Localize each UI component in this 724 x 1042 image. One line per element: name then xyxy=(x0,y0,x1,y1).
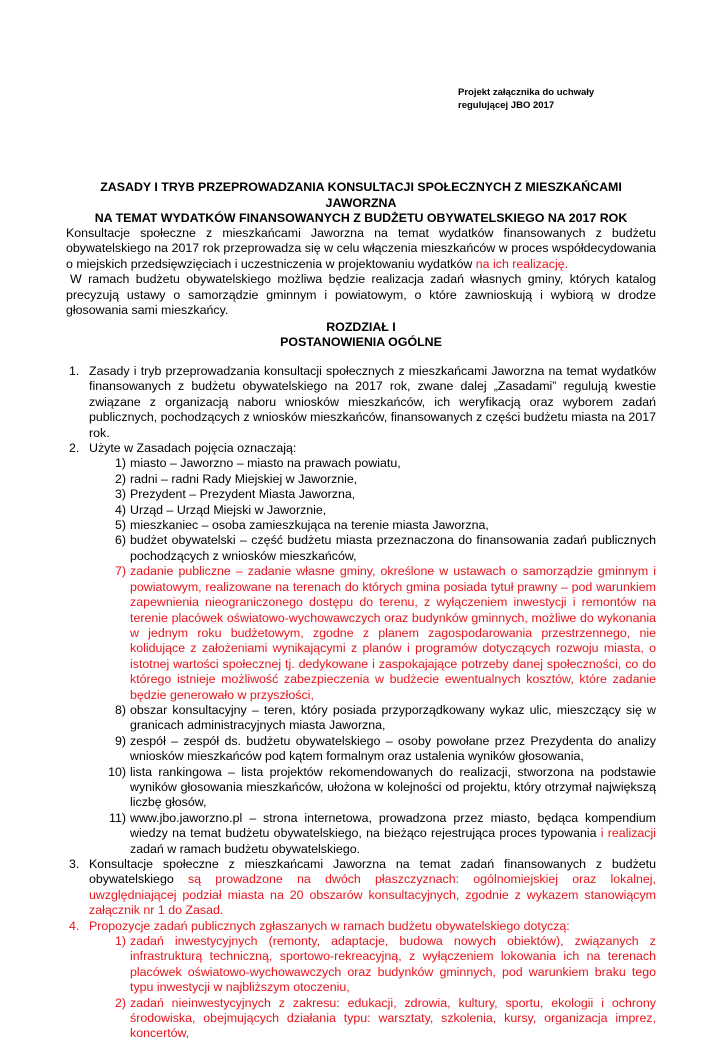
chapter-title: ROZDZIAŁ I xyxy=(326,320,396,334)
subitem xyxy=(89,996,656,1042)
definition-item xyxy=(89,487,656,502)
definition-item xyxy=(89,456,656,471)
intro-paragraph-1 xyxy=(66,226,656,272)
subitem-text: zadań nieinwestycyjnych z zakresu: edukacji, zdrowia, kultury, sportu, ekologii i ochrony środowiska, obejmujących działania typu: warsztaty, szkolenia, kursy, organizacja imprez, koncertów, xyxy=(130,995,656,1041)
provisions-list xyxy=(66,364,656,1042)
subitem-number: 2) xyxy=(114,995,126,1010)
definition-number: 5) xyxy=(114,518,126,533)
item-text: Konsultacje społeczne z mieszkańcami Jaworzna na temat zadań finansowanych z budżetu obywatelskiego xyxy=(89,857,656,887)
definition-item xyxy=(89,503,656,518)
definition-text-tail: zadań w ramach budżetu obywatelskiego. xyxy=(130,841,361,856)
definition-item xyxy=(89,703,656,734)
item-text: Propozycje zadań publicznych zgłaszanych w ramach budżetu obywatelskiego dotyczą: xyxy=(89,918,570,933)
definition-item xyxy=(89,533,656,564)
list-item xyxy=(66,441,656,857)
definition-item xyxy=(89,518,656,533)
definition-number: 10) xyxy=(108,764,126,779)
definition-text-red: i realizacji xyxy=(600,826,656,841)
definition-number: 11) xyxy=(109,810,126,825)
definition-text: mieszkaniec – osoba zamieszkująca na terenie miasta Jaworzna, xyxy=(130,518,489,533)
definition-item xyxy=(89,765,656,811)
intro-section xyxy=(66,226,656,318)
item-text-red: są prowadzone na dwóch płaszczyznach: ogólnomiejskiej oraz lokalnej, uwzględniającej podział miasta na 20 obszarów konsultacyjnych, zgodnie z wykazem stanowiącym załącznik nr 1 do Zasad. xyxy=(89,872,656,918)
item-number: 4. xyxy=(69,918,80,933)
item-number: 2. xyxy=(69,441,80,456)
definition-number: 7) xyxy=(114,564,126,579)
definition-number: 1) xyxy=(114,456,126,471)
definition-text xyxy=(130,811,656,856)
title-line: ZASADY I TRYB PRZEPROWADZANIA KONSULTACJI SPOŁECZNYCH Z MIESZKAŃCAMI JAWORZNA xyxy=(100,180,622,210)
definition-text: budżet obywatelski – część budżetu miasta przeznaczona do finansowania zadań publicznych pochodzących z wniosków mieszkańców, xyxy=(130,533,656,563)
item-text: Zasady i tryb przeprowadzania konsultacji społecznych z mieszkańcami Jaworzna na temat wydatków finansowanych z budżetu obywatelskiego na 2017 rok, zwane dalej „Zasadami” regulują kwestie związane z organizacją naboru wniosków mieszkańców, ich weryfikacją oraz wyborem zadań publicznych, pochodzących z wniosków mieszkańców, finansowanych z części budżetu miasta na 2017 rok. xyxy=(89,364,656,440)
chapter-subtitle: POSTANOWIENIA OGÓLNE xyxy=(280,335,442,350)
header-note-line: Projekt załącznika do uchwały xyxy=(458,87,595,98)
definition-text: miasto – Jaworzno – miasto na prawach powiatu, xyxy=(130,456,401,471)
definition-item xyxy=(89,472,656,487)
list-item-red xyxy=(66,919,656,1042)
chapter-heading xyxy=(66,320,656,351)
subitem-number: 1) xyxy=(114,934,126,949)
header-note xyxy=(458,87,594,112)
intro-text: Konsultacje społeczne z mieszkańcami Jaworzna na temat wydatków finansowanych z budżetu obywatelskiego na 2017 rok przeprowadza się w celu włączenia mieszkańców w proces współdecydowania o miejskich przedsięwzięciach i uczestniczenia w projektowaniu wydatków xyxy=(66,226,656,271)
title-line: NA TEMAT WYDATKÓW FINANSOWANYCH Z BUDŻETU OBYWATELSKIEGO NA 2017 ROK xyxy=(94,211,628,225)
intro-text-red: na ich realizację. xyxy=(475,256,569,271)
subitem xyxy=(89,934,656,996)
subitem-text: zadań inwestycyjnych (remonty, adaptacje, budowa nowych obiektów), związanych z infrastrukturą techniczną, sportowo-rekreacyjną, z wyłączeniem lokowania ich na terenach placówek oświatowo-wychowawczych oraz budynków gminnych, pod warunkiem braku tego typu inwestycji w najbliższym otoczeniu, xyxy=(130,934,656,995)
item-text: Użyte w Zasadach pojęcia oznaczają: xyxy=(89,441,297,456)
definition-item xyxy=(89,811,656,857)
definition-text: lista rankingowa – lista projektów rekomendowanych do realizacji, stworzona na podstawie wyników głosowania mieszkańców, ułożona w kolejności od projektu, który otrzymał największą liczbę głosów, xyxy=(130,764,656,810)
list-item xyxy=(66,857,656,919)
definition-number: 6) xyxy=(114,533,126,548)
definition-number: 4) xyxy=(114,502,126,517)
list-item xyxy=(66,364,656,441)
definition-text: Urząd – Urząd Miejski w Jaworznie, xyxy=(130,502,327,517)
definition-text: zadanie publiczne – zadanie własne gminy, określone w ustawach o samorządzie gminnym i powiatowym, realizowane na terenach do których gmina posiada tytuł prawny – pod warunkiem zapewnienia nieograniczonego dostępu do terenu, z wyłączeniem inwestycji i remontów na terenie placówek oświatowo-wychowawczych oraz budynków gminnych, możliwe do wykonania w jednym roku budżetowym, zgodne z planem zagospodarowania przestrzennego, nie kolidujące z założeniami wynikającymi z planów i programów dotyczących rozwoju miasta, o istotnej wartości społecznej tj. dedykowane i zaspokajające potrzeby danej społeczności, co do którego istnieje możliwość zabezpieczenia w budżecie ewentualnych kosztów, które zadanie będzie generowało w przyszłości, xyxy=(130,564,656,702)
definition-text: Prezydent – Prezydent Miasta Jaworzna, xyxy=(130,487,356,502)
definition-number: 8) xyxy=(114,702,126,717)
definition-text: radni – radni Rady Miejskiej w Jaworznie, xyxy=(130,471,358,486)
definition-text: obszar konsultacyjny – teren, który posiada przyporządkowany wykaz ulic, mieszczący się w granicach administracyjnych miasta Jaworzna, xyxy=(130,702,656,733)
definition-number: 9) xyxy=(114,733,126,748)
definition-item xyxy=(89,734,656,765)
document-title xyxy=(66,180,656,227)
definition-number: 2) xyxy=(114,471,126,486)
definition-text: zespół – zespół ds. budżetu obywatelskiego – osoby powołane przez Prezydenta do analizy wniosków mieszkańców pod kątem formalnym oraz ustalenia wyników głosowania, xyxy=(130,733,656,764)
definition-number: 3) xyxy=(114,487,126,502)
item-number: 3. xyxy=(69,857,80,871)
item-number: 1. xyxy=(69,364,80,378)
definition-item-red xyxy=(89,564,656,703)
definition-text-main: www.jbo.jaworzno.pl – strona internetowa, prowadzona przez miasto, będąca kompendium wiedzy na temat budżetu obywatelskiego, na bieżąco rejestrująca proces typowania xyxy=(130,810,656,841)
header-note-line: regulującej JBO 2017 xyxy=(458,99,555,111)
intro-paragraph-2: W ramach budżetu obywatelskiego możliwa będzie realizacja zadań własnych gminy, których katalog precyzują ustawy o samorządzie gminnym i powiatowym, o które zawnioskują i wybiorą w drodze głosowania sami mieszkańcy. xyxy=(66,272,656,318)
